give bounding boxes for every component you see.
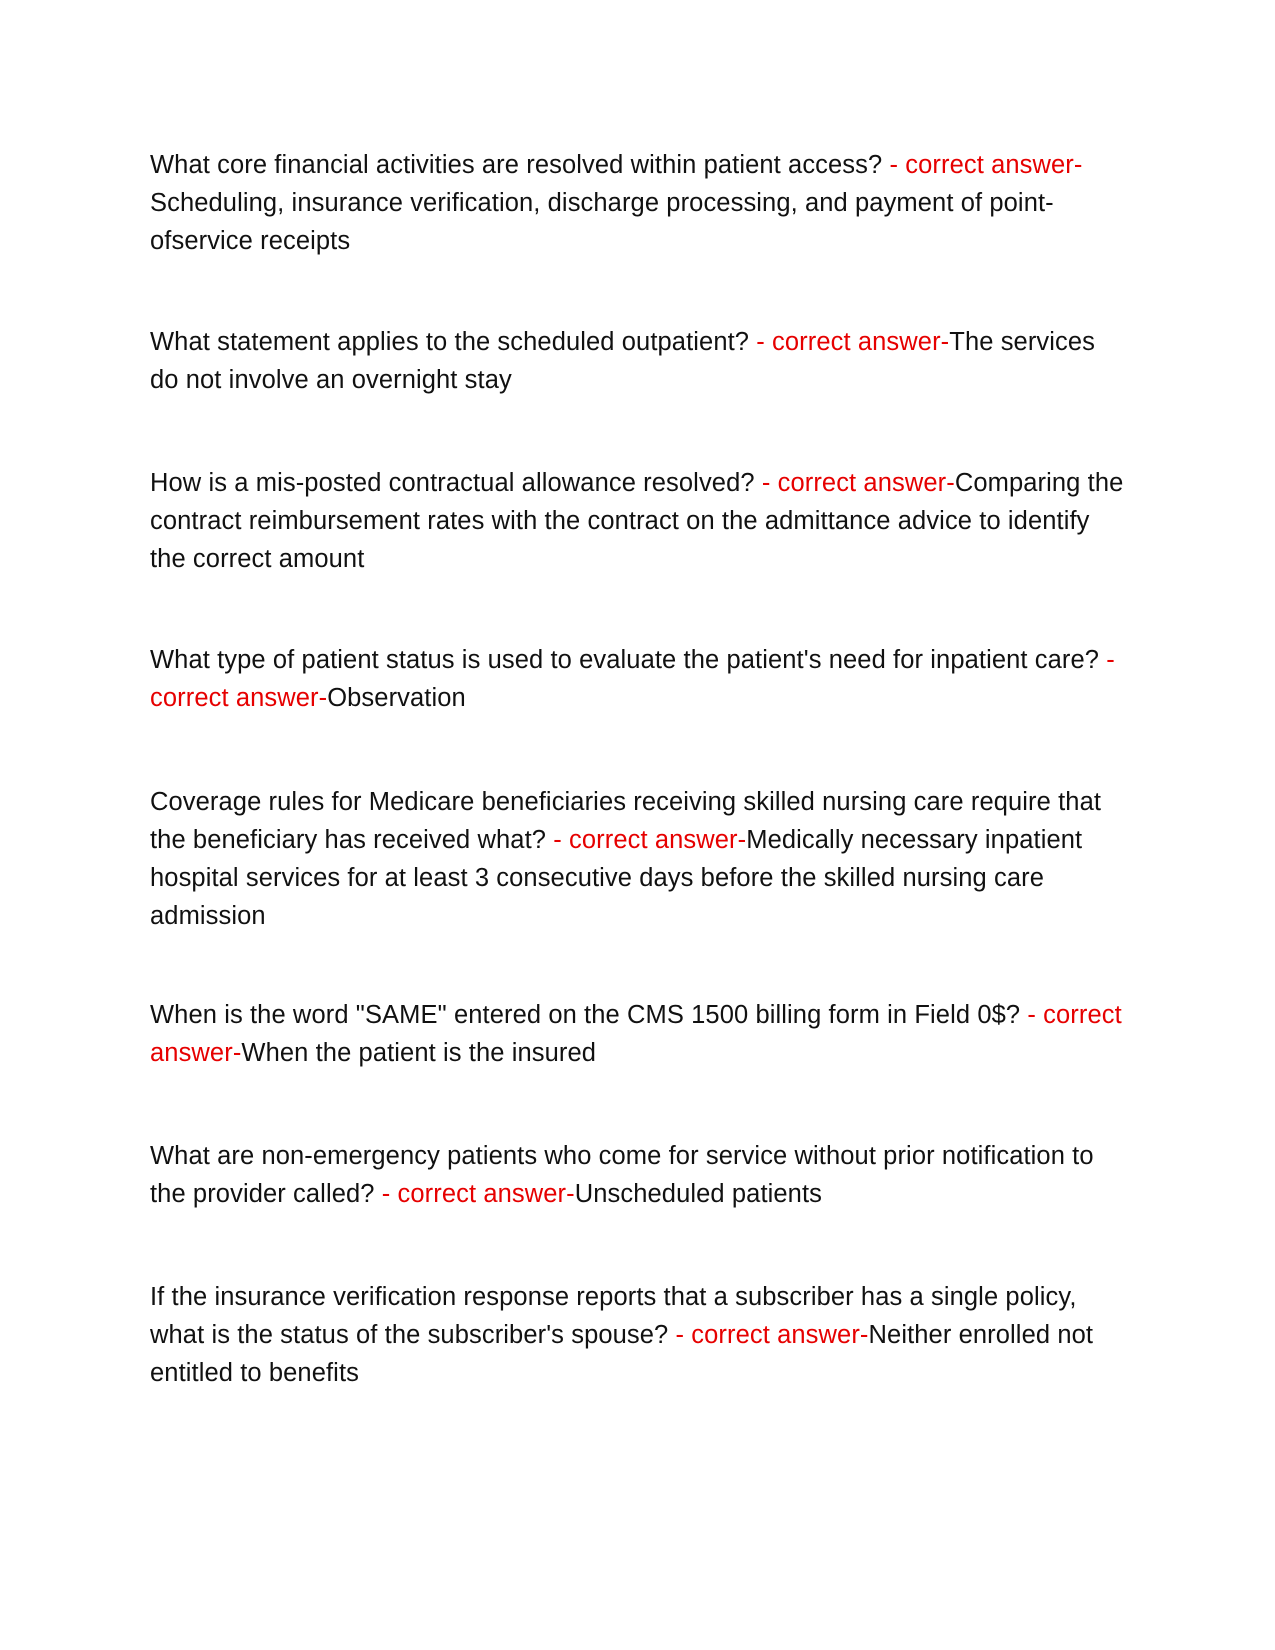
answer-label: correct answer (569, 826, 738, 854)
answer-label: correct answer (150, 1001, 1122, 1067)
answer-text: When the patient is the insured (241, 1039, 597, 1067)
qa-item: What type of patient status is used to evaluate the patient's need for inpatient care? - correct answer-Observation (150, 646, 1115, 712)
question-text: What core financial activities are resolved within patient access? (150, 151, 883, 179)
answer-label: correct answer (905, 151, 1074, 179)
question-text: What are non-emergency patients who come for service without prior notification to the provider called? (150, 1142, 1094, 1208)
question-text: Coverage rules for Medicare beneficiaries receiving skilled nursing care require that the beneficiary has received what? (150, 788, 1102, 854)
qa-item: What are non-emergency patients who come for service without prior notification to the provider called? - correct answer-Unscheduled patients (150, 1142, 1094, 1208)
question-text: If the insurance verification response reports that a subscriber has a single policy, what is the status of the subscriber's spouse? (150, 1283, 1077, 1349)
answer-label: correct answer (772, 328, 941, 356)
answer-label: correct answer (777, 469, 947, 497)
answer-text: Neither enrolled not entitled to benefits (150, 1321, 1094, 1387)
qa-item: What core financial activities are resolved within patient access? - correct answer-Scheduling, insurance verification, discharge processing, and payment of point-ofservice receipts (150, 151, 1083, 255)
answer-text: Comparing the contract reimbursement rates with the contract on the admittance advice to identify the correct amount (150, 469, 1124, 573)
question-text: What type of patient status is used to evaluate the patient's need for inpatient care? (150, 646, 1100, 674)
question-text: How is a mis-posted contractual allowance resolved? (150, 469, 755, 497)
qa-item: When is the word "SAME" entered on the CMS 1500 billing form in Field 0$? - correct answer-When the patient is the insured (150, 1001, 1122, 1067)
question-text: What statement applies to the scheduled outpatient? (150, 328, 750, 356)
answer-label: correct answer (397, 1180, 567, 1208)
qa-item: Coverage rules for Medicare beneficiaries receiving skilled nursing care require that the beneficiary has received what? - correct answer-Medically necessary inpatient hospital services for at least 3 consecutive days before the skilled nursing care admission (150, 788, 1102, 930)
question-text: When is the word "SAME" entered on the CMS 1500 billing form in Field 0$? (150, 1001, 1021, 1029)
answer-label: correct answer (150, 684, 319, 712)
answer-label: correct answer (691, 1321, 860, 1349)
qa-item: What statement applies to the scheduled outpatient? - correct answer-The services do not involve an overnight stay (150, 328, 1096, 394)
qa-item: If the insurance verification response reports that a subscriber has a single policy, what is the status of the subscriber's spouse? - correct answer-Neither enrolled not entitled to benefits (150, 1283, 1094, 1387)
qa-item: How is a mis-posted contractual allowance resolved? - correct answer-Comparing the contract reimbursement rates with the contract on the admittance advice to identify the correct amount (150, 469, 1124, 573)
answer-text: Medically necessary inpatient hospital services for at least 3 consecutive days before the skilled nursing care admission (150, 826, 1083, 930)
answer-text: Scheduling, insurance verification, discharge processing, and payment of point-ofservice receipts (150, 189, 1054, 255)
answer-text: Observation (327, 684, 466, 712)
answer-text: Unscheduled patients (574, 1180, 823, 1208)
answer-text: The services do not involve an overnight stay (150, 328, 1096, 394)
